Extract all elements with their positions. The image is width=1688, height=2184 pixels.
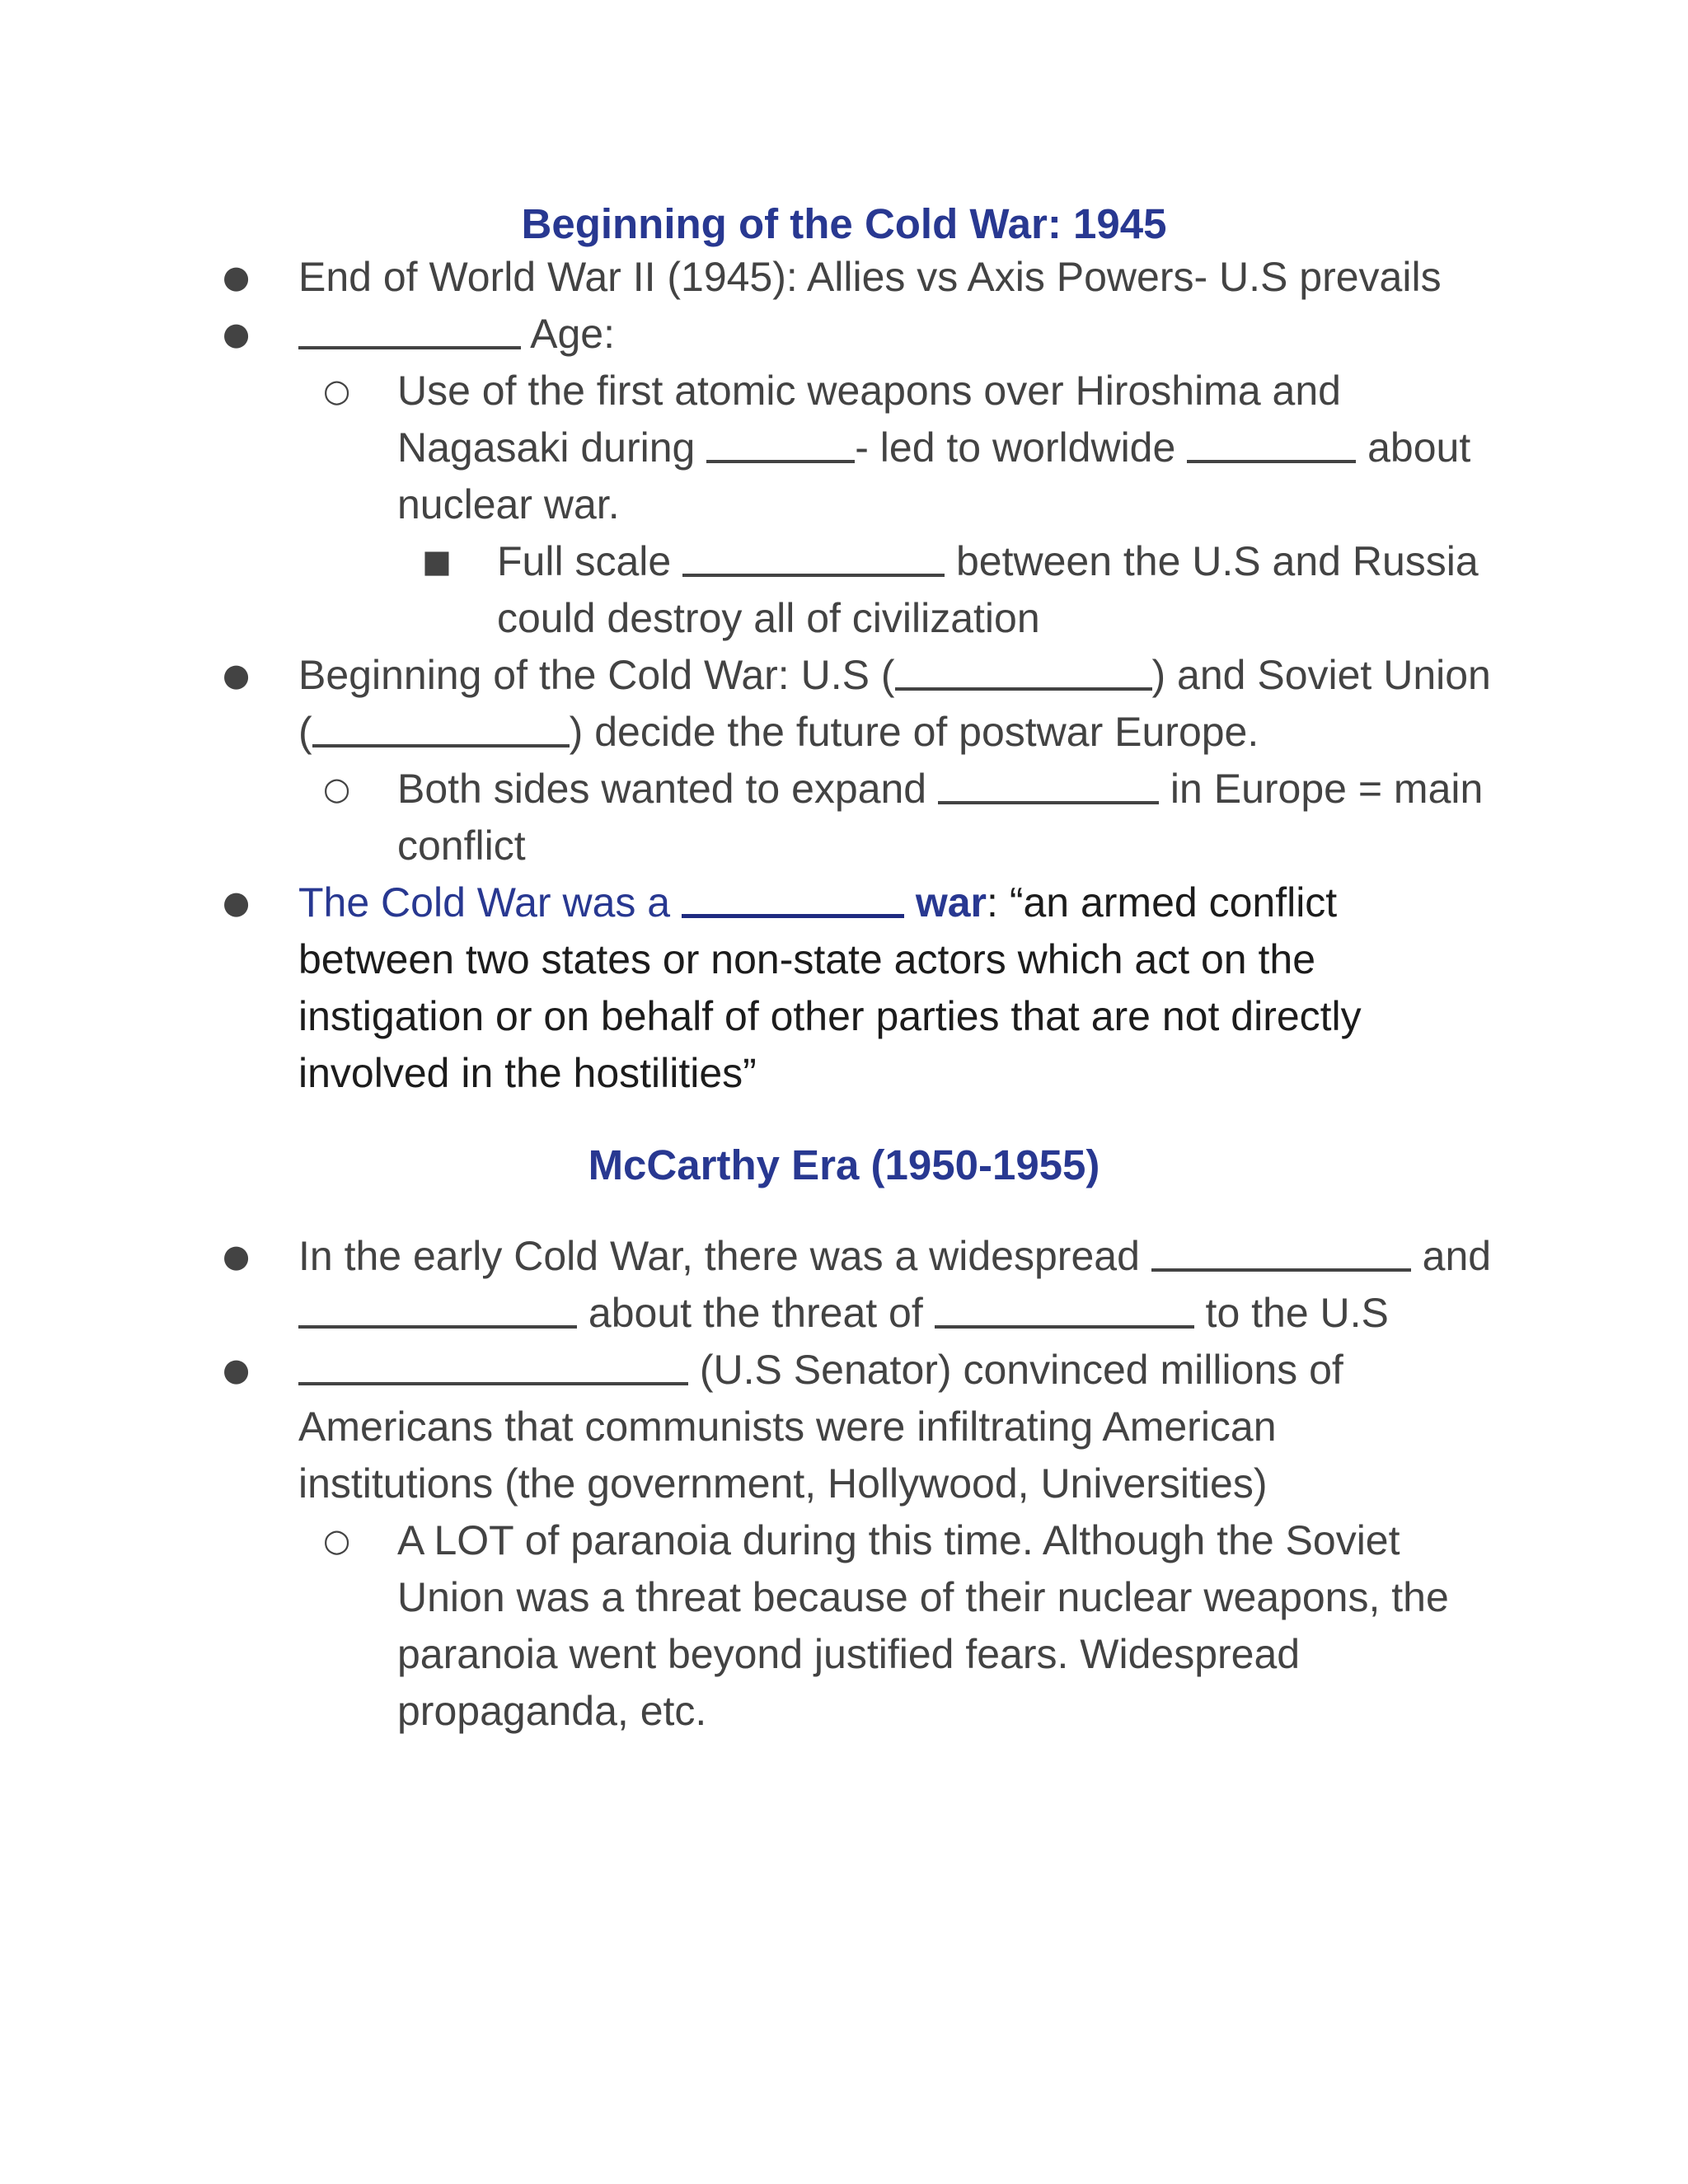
fill-in-blank[interactable] xyxy=(706,460,855,463)
list-item-senator: (U.S Senator) convinced millions of xyxy=(298,1342,1343,1399)
list-item-beginning-cold-war: Beginning of the Cold War: U.S ( ) and Soviet Union xyxy=(298,652,1491,698)
square-bullet-icon: ■ xyxy=(422,543,452,579)
bullet-icon: ● xyxy=(223,316,251,352)
section-title-cold-war: Beginning of the Cold War: 1945 xyxy=(521,200,1167,247)
list-item-end-of-ww2: End of World War II (1945): Allies vs Axis Powers- U.S prevails xyxy=(298,254,1442,300)
circle-bullet-icon: ○ xyxy=(323,1522,351,1558)
fill-in-blank[interactable] xyxy=(298,346,521,349)
sub-item-expand-cont: conflict xyxy=(397,823,526,869)
sub-item-paranoia: A LOT of paranoia during this time. Although the Soviet xyxy=(397,1517,1400,1563)
fill-in-blank[interactable] xyxy=(682,914,904,918)
bullet-icon: ● xyxy=(223,884,251,921)
sub-item-atomic-weapons: Use of the first atomic weapons over Hiroshima and xyxy=(397,368,1341,414)
list-item-early-cold-war-cont: about the threat of to the U.S xyxy=(298,1285,1389,1342)
list-item-age: Age: xyxy=(298,306,615,363)
section-title-mccarthy-era: McCarthy Era (1950-1955) xyxy=(588,1141,1100,1188)
fill-in-blank[interactable] xyxy=(1151,1268,1411,1272)
sub-item-atomic-weapons-cont: Nagasaki during - led to worldwide about xyxy=(397,424,1471,471)
fill-in-blank[interactable] xyxy=(895,687,1152,691)
list-item-beginning-cold-war-cont: ( ) decide the future of postwar Europe. xyxy=(298,709,1259,755)
fill-in-blank[interactable] xyxy=(312,744,570,748)
sub-item-paranoia-cont: Union was a threat because of their nuclear weapons, the xyxy=(397,1574,1449,1620)
sub-sub-item-full-scale-cont: could destroy all of civilization xyxy=(497,595,1040,641)
sub-item-paranoia-cont: paranoia went beyond justified fears. Widespread xyxy=(397,1631,1301,1677)
fill-in-blank[interactable] xyxy=(1187,460,1356,463)
definition-text: between two states or non-state actors which act on the xyxy=(298,936,1316,982)
list-item-senator-cont: institutions (the government, Hollywood, Universities) xyxy=(298,1460,1268,1507)
sub-item-atomic-weapons-cont: nuclear war. xyxy=(397,481,620,527)
bullet-icon: ● xyxy=(223,1238,251,1274)
list-item-senator-cont: Americans that communists were infiltrating American xyxy=(298,1404,1277,1450)
list-item-early-cold-war: In the early Cold War, there was a widespread and xyxy=(298,1233,1492,1279)
fill-in-blank[interactable] xyxy=(298,1325,577,1329)
sub-item-expand: Both sides wanted to expand in Europe = main xyxy=(397,766,1484,812)
sub-item-paranoia-cont: propaganda, etc. xyxy=(397,1688,707,1734)
bullet-icon: ● xyxy=(223,657,251,693)
fill-in-blank[interactable] xyxy=(682,574,945,577)
fill-in-blank[interactable] xyxy=(298,1382,688,1385)
circle-bullet-icon: ○ xyxy=(323,373,351,409)
circle-bullet-icon: ○ xyxy=(323,771,351,807)
definition-text: instigation or on behalf of other parties that are not directly xyxy=(298,993,1362,1039)
fill-in-blank[interactable] xyxy=(935,1325,1194,1329)
bullet-icon: ● xyxy=(223,259,251,295)
definition-text: involved in the hostilities” xyxy=(298,1050,757,1096)
bullet-icon: ● xyxy=(223,1352,251,1388)
sub-sub-item-full-scale: Full scale between the U.S and Russia xyxy=(497,538,1479,584)
fill-in-blank[interactable] xyxy=(938,801,1159,804)
list-item-proxy-war: The Cold War was a war: “an armed conflict xyxy=(298,879,1338,926)
